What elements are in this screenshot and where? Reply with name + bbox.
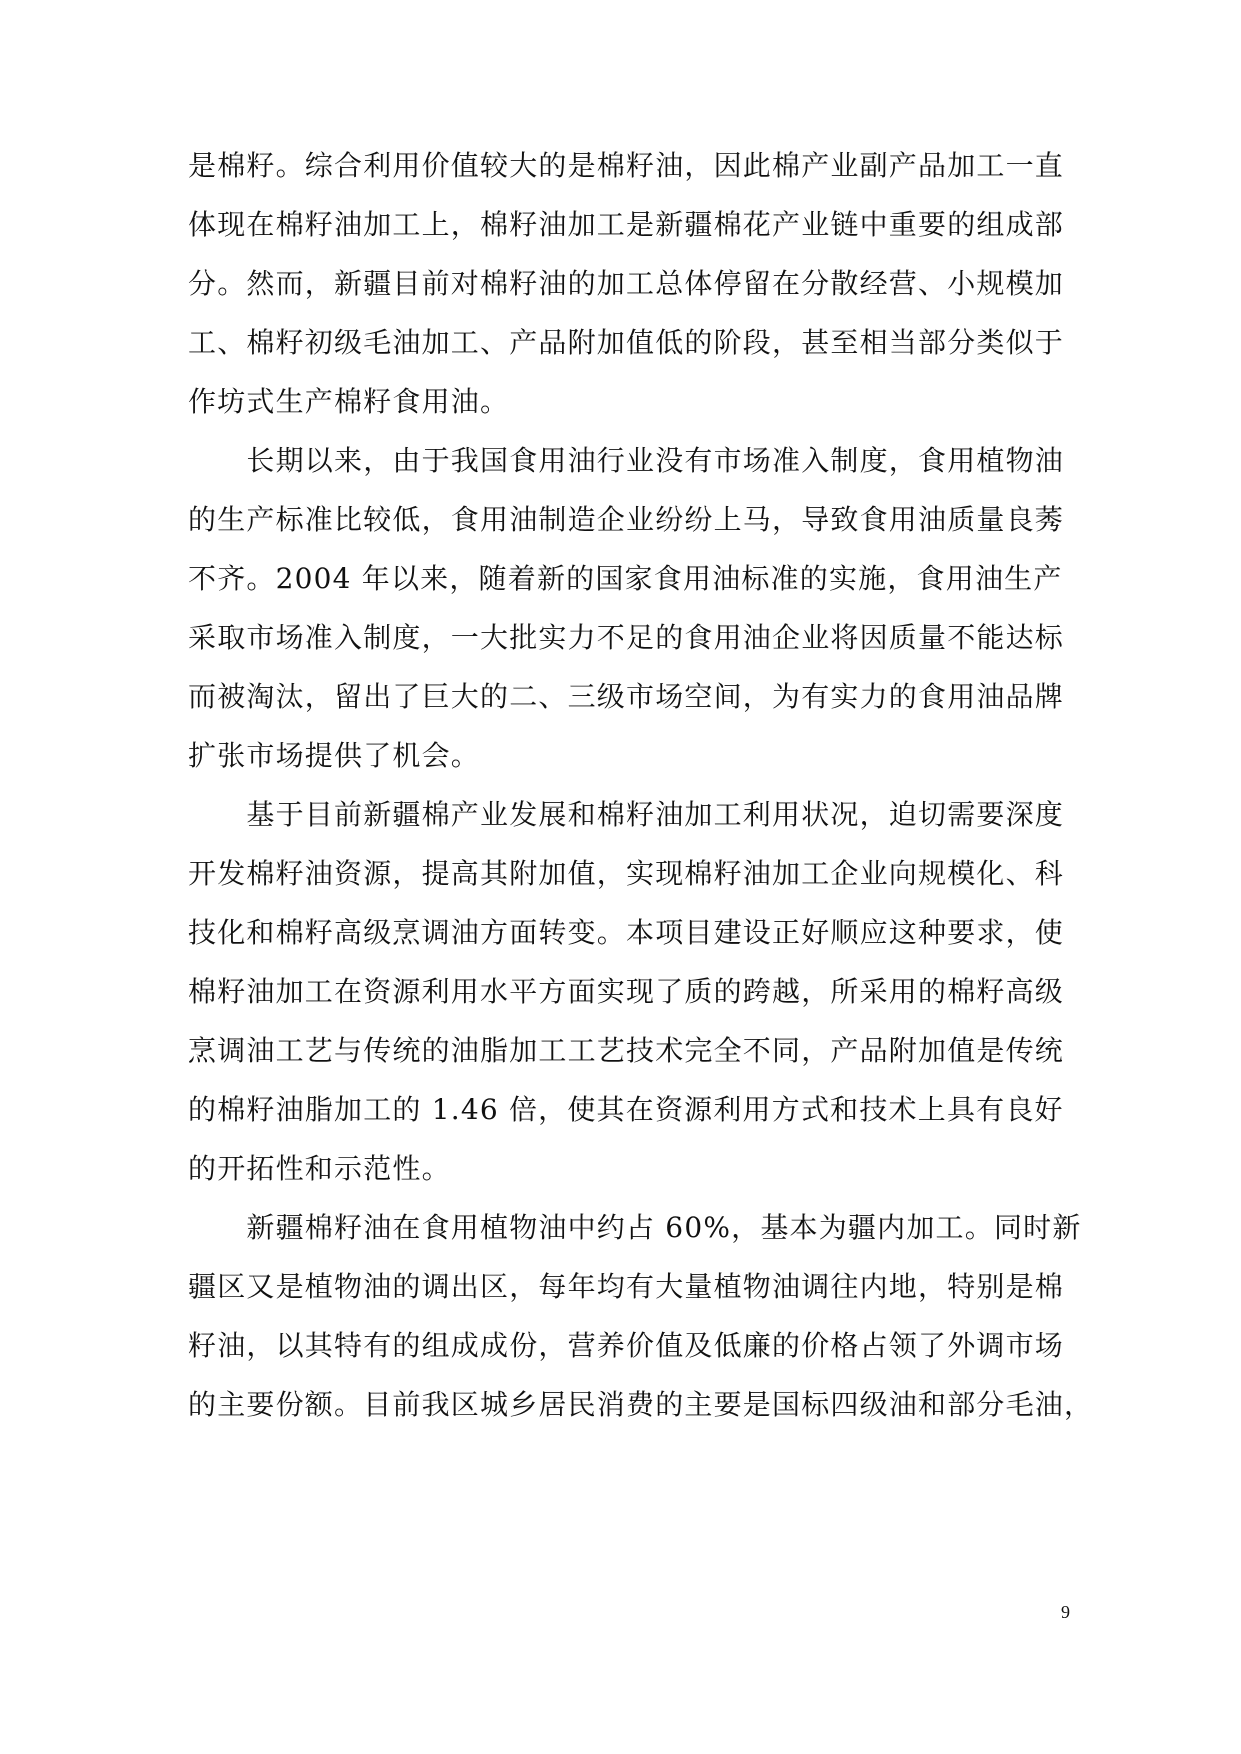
body-text-line: 基于目前新疆棉产业发展和棉籽油加工利用状况，迫切需要深度 <box>188 798 1065 831</box>
body-text-line: 不齐。2004 年以来，随着新的国家食用油标准的实施，食用油生产 <box>188 562 1063 595</box>
body-text-line: 技化和棉籽高级烹调油方面转变。本项目建设正好顺应这种要求，使 <box>188 916 1065 949</box>
body-text-line: 新疆棉籽油在食用植物油中约占 60%，基本为疆内加工。同时新 <box>188 1211 1082 1244</box>
body-text-line: 体现在棉籽油加工上，棉籽油加工是新疆棉花产业链中重要的组成部 <box>188 208 1065 241</box>
body-text-line: 烹调油工艺与传统的油脂加工工艺技术完全不同，产品附加值是传统 <box>188 1034 1065 1067</box>
body-text-line: 的生产标准比较低，食用油制造企业纷纷上马，导致食用油质量良莠 <box>188 503 1065 536</box>
body-text-line: 采取市场准入制度，一大批实力不足的食用油企业将因质量不能达标 <box>188 621 1065 654</box>
body-text-line: 扩张市场提供了机会。 <box>188 739 481 772</box>
body-text-line: 开发棉籽油资源，提高其附加值，实现棉籽油加工企业向规模化、科 <box>188 857 1065 890</box>
body-text-line: 是棉籽。综合利用价值较大的是棉籽油，因此棉产业副产品加工一直 <box>188 149 1065 182</box>
body-text-line: 籽油，以其特有的组成成份，营养价值及低廉的价格占领了外调市场 <box>188 1329 1065 1362</box>
page-number: 9 <box>1061 1602 1070 1622</box>
body-text-line: 工、棉籽初级毛油加工、产品附加值低的阶段，甚至相当部分类似于 <box>188 326 1065 359</box>
body-text-line: 的开拓性和示范性。 <box>188 1152 451 1185</box>
body-text-line: 的棉籽油脂加工的 1.46 倍，使其在资源利用方式和技术上具有良好 <box>188 1093 1064 1126</box>
body-text-line: 而被淘汰，留出了巨大的二、三级市场空间，为有实力的食用油品牌 <box>188 680 1065 713</box>
body-text-line: 长期以来，由于我国食用油行业没有市场准入制度，食用植物油 <box>188 444 1065 477</box>
body-text-line: 棉籽油加工在资源利用水平方面实现了质的跨越，所采用的棉籽高级 <box>188 975 1065 1008</box>
body-text-line: 分。然而，新疆目前对棉籽油的加工总体停留在分散经营、小规模加 <box>188 267 1065 300</box>
body-text-line: 的主要份额。目前我区城乡居民消费的主要是国标四级油和部分毛油， <box>188 1388 1094 1421</box>
body-text-line: 疆区又是植物油的调出区，每年均有大量植物油调往内地，特别是棉 <box>188 1270 1065 1303</box>
body-text-line: 作坊式生产棉籽食用油。 <box>188 385 510 418</box>
